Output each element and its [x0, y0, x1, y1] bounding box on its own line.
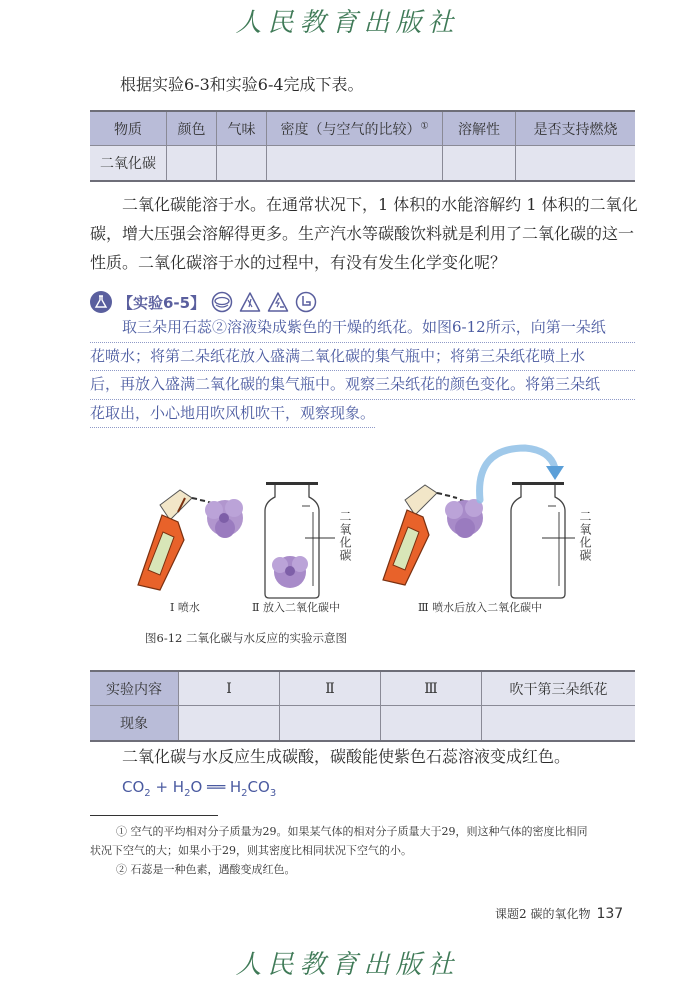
table-cell: [381, 706, 482, 742]
flower-icon: [445, 499, 483, 538]
figure-caption: 图6-12 二氧化碳与水反应的实验示意图: [145, 631, 347, 645]
experiment-line: 取三朵用石蕊②溶液染成紫色的干燥的纸花。如图6-12所示，向第一朵纸: [90, 314, 635, 343]
table-header-cell: Ⅱ: [280, 671, 381, 706]
table-header-cell: 是否支持燃烧: [516, 111, 636, 146]
table-header-cell: 气味: [217, 111, 267, 146]
body-line: 性质。二氧化碳溶于水的过程中，有没有发生化学变化呢？: [90, 253, 507, 272]
density-header-label: 密度（与空气的比较）: [280, 121, 421, 138]
table-header-cell: [267, 111, 443, 146]
subscript: 3: [269, 788, 277, 799]
publisher-logo-bottom: 人民教育出版社: [235, 950, 460, 980]
co2-properties-table: [90, 110, 635, 182]
table-cell: [217, 146, 267, 182]
experiment-line: 花取出，小心地用吹风机吹干，观察现象。: [90, 400, 375, 429]
equals-sign: ══: [207, 778, 226, 796]
footnote-divider: [90, 815, 218, 816]
table-header-cell: 溶解性: [443, 111, 516, 146]
footnote-1-cont: 状况下空气的大；如果小于29，则其密度比相同状况下空气的小。: [90, 844, 412, 857]
footnote-mark: ①: [420, 120, 429, 131]
table-cell: [280, 706, 381, 742]
conclusion-text: 二氧化碳与水反应生成碳酸，碳酸能使紫色石蕊溶液变成红色。: [122, 747, 571, 766]
panel-label: Ⅰ 喷水: [170, 601, 200, 614]
table-header-cell: 实验内容: [90, 671, 179, 706]
table-header-row: [90, 111, 635, 146]
panel-label: Ⅱ 放入二氧化碳中: [252, 601, 340, 614]
figure-6-12: [130, 440, 610, 620]
experiment-instructions: [90, 314, 635, 428]
subscript: 2: [241, 788, 248, 799]
formula-part: O: [190, 778, 203, 796]
body-line: 碳，增大压强会溶解得更多。生产汽水等碳酸饮料就是利用了二氧化碳的这一: [90, 224, 635, 243]
observation-table: [90, 670, 635, 742]
table-cell: [179, 706, 280, 742]
body-line: 二氧化碳能溶于水。在通常状况下，1 体积的水能溶解约 1 体积的二氧化: [122, 195, 638, 214]
table-cell: [516, 146, 636, 182]
table-header-cell: Ⅰ: [179, 671, 280, 706]
gas-jar-icon: [511, 482, 575, 598]
table-row: [90, 706, 635, 742]
table-header-cell: Ⅲ: [381, 671, 482, 706]
page-number: 137: [596, 906, 624, 922]
table-header-cell: 吹干第三朵纸花: [482, 671, 636, 706]
subscript: 2: [184, 788, 191, 799]
spray-bottle-icon: [383, 485, 464, 585]
publisher-logo-top: 人民教育出版社: [235, 8, 460, 38]
experiment-line: 花喷水；将第二朵纸花放入盛满二氧化碳的集气瓶中；将第三朵纸花喷上水: [90, 343, 635, 372]
electric-hazard-icon: [267, 291, 289, 313]
table-cell: 现象: [90, 706, 179, 742]
table-cell: [267, 146, 443, 182]
co2-label: 二氧化碳: [338, 510, 352, 562]
gas-jar-icon: [265, 482, 335, 598]
goggles-icon: [211, 291, 233, 313]
table-header-row: [90, 671, 635, 706]
formula-part: CO: [247, 778, 270, 796]
flower-icon: [205, 499, 243, 538]
subscript: 2: [144, 788, 151, 799]
chemical-equation: [122, 778, 276, 799]
table-row: [90, 146, 635, 182]
page-footer: [495, 905, 623, 922]
table-cell: [443, 146, 516, 182]
footnote-2: ② 石蕊是一种色素，遇酸变成红色。: [116, 863, 296, 876]
footnotes: [90, 822, 635, 879]
section-title: 课题2 碳的氧化物: [495, 907, 591, 921]
formula-part: CO: [122, 778, 145, 796]
table-cell: 二氧化碳: [90, 146, 167, 182]
hand-wash-icon: [295, 291, 317, 313]
flask-icon: [90, 291, 112, 313]
panel-label: Ⅲ 喷水后放入二氧化碳中: [418, 601, 543, 614]
experiment-title: 【实验6-5】: [118, 293, 206, 312]
formula-part: H: [172, 778, 185, 796]
experiment-line: 后，再放入盛满二氧化碳的集气瓶中。观察三朵纸花的颜色变化。将第三朵纸: [90, 371, 635, 400]
curved-arrow-icon: [480, 448, 564, 500]
experiment-header: [90, 290, 317, 314]
formula-part: H: [229, 778, 242, 796]
body-paragraph: [90, 190, 638, 277]
co2-label: 二氧化碳: [578, 510, 592, 562]
plus-sign: +: [155, 778, 169, 796]
intro-text: 根据实验6-3和实验6-4完成下表。: [120, 75, 364, 94]
table-header-cell: 物质: [90, 111, 167, 146]
sharp-object-icon: [239, 291, 261, 313]
table-cell: [167, 146, 217, 182]
experiment-illustration: [130, 440, 610, 610]
table-header-cell: 颜色: [167, 111, 217, 146]
table-cell: [482, 706, 636, 742]
footnote-1: ① 空气的平均相对分子质量为29。如果某气体的相对分子质量大于29，则这种气体的密度比相同: [116, 825, 588, 838]
